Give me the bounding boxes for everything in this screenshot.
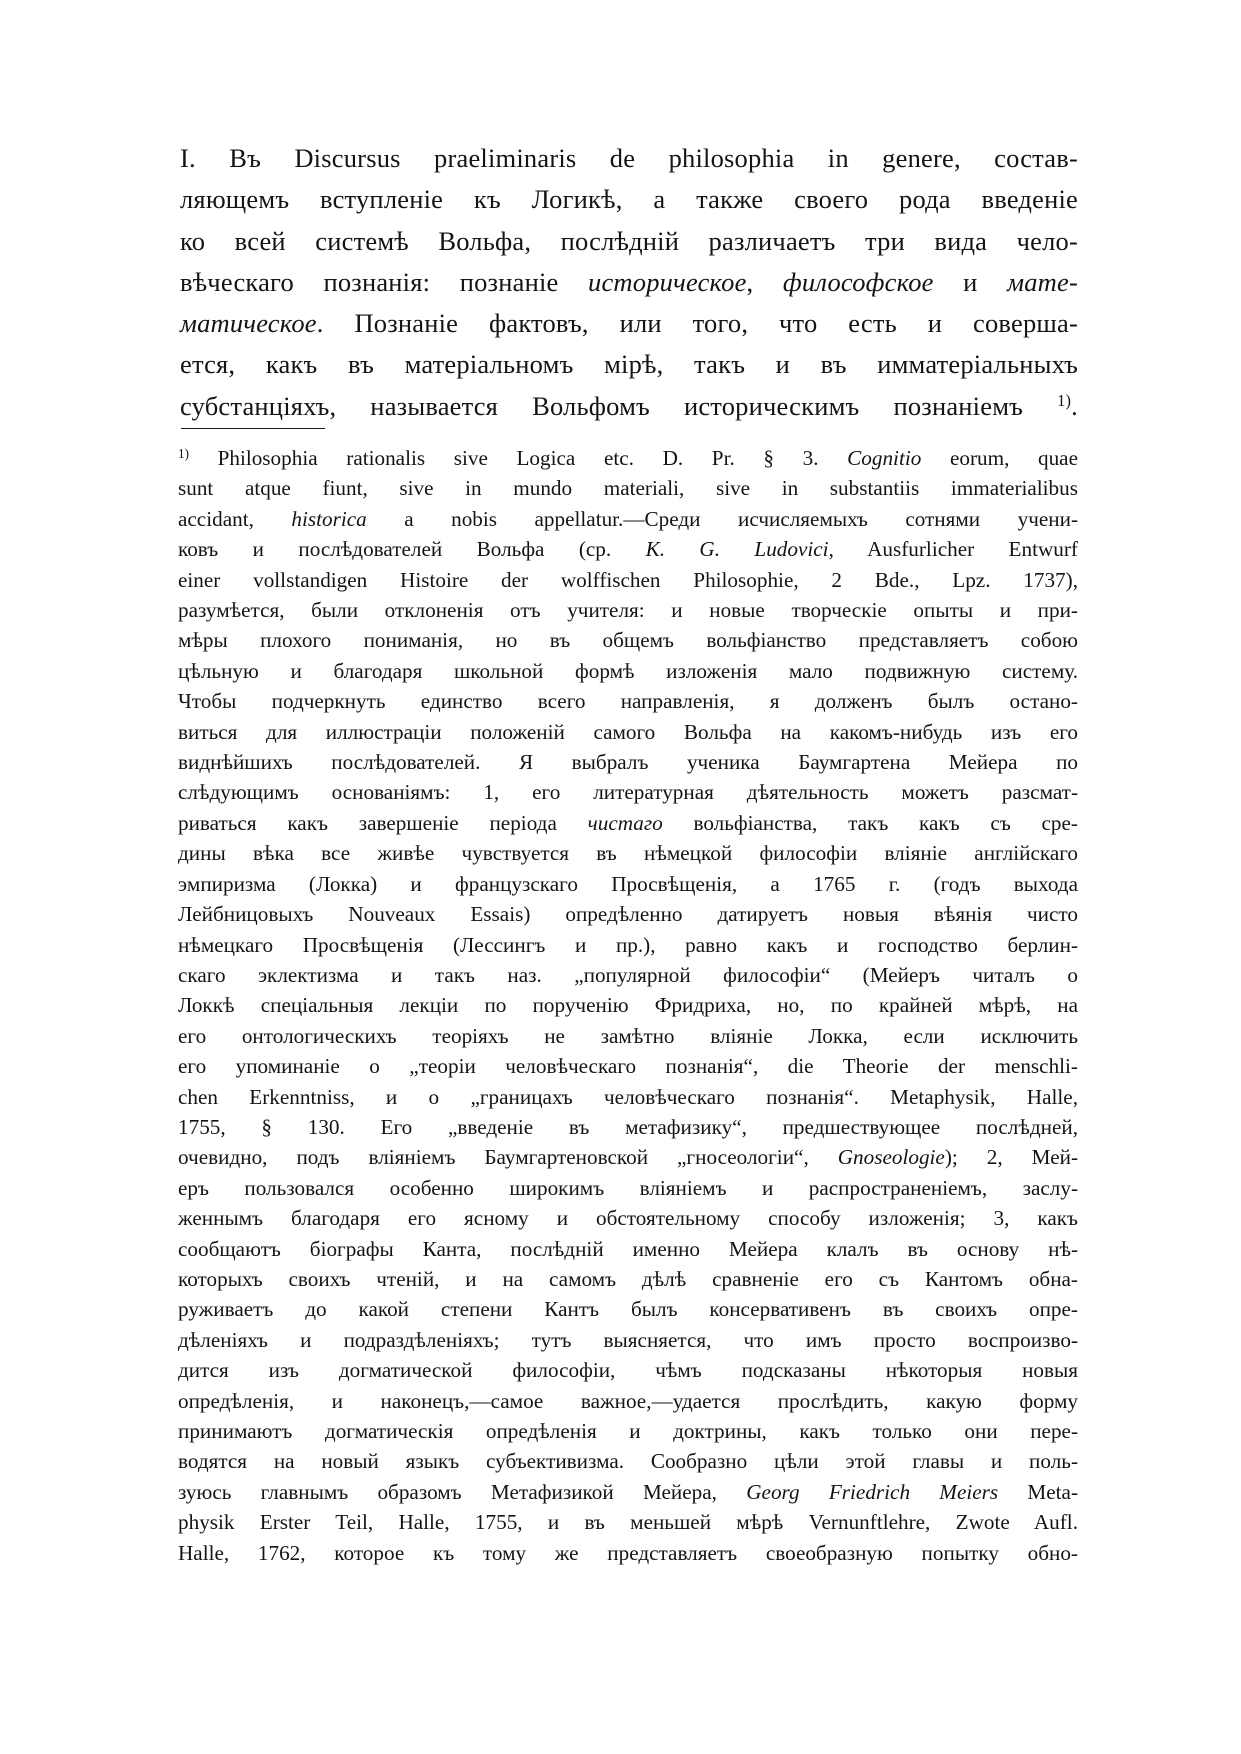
footnote-line: Локкѣ спеціальныя лекціи по порученію Фридриха, но, по крайней мѣрѣ, на: [178, 993, 1078, 1018]
footnote-line: его упоминаніе о „теоріи человѣческаго познанія“, die Theorie der menschli-: [178, 1054, 1078, 1079]
footnote-line: chen Erkenntniss, и о „границахъ человѣческаго познанія“. Metaphysik, Halle,: [178, 1084, 1078, 1109]
footnote-line: слѣдующимъ основаніямъ: 1, его литературная дѣятельность можетъ разсмат-: [178, 780, 1078, 805]
footnote: [178, 443, 1078, 1568]
footnote-line: accidant, historica a nobis appellatur.—Среди исчисляемыхъ сотнями учени-: [178, 506, 1079, 531]
emphasis: K. G. Ludovici: [645, 537, 829, 562]
main-paragraph: [180, 138, 1078, 427]
main-line: ляющемъ вступленіе къ Логикѣ, а также своего рода введеніе: [180, 184, 1078, 215]
emphasis: чистаго: [587, 810, 663, 835]
main-line: ется, какъ въ матеріальномъ мірѣ, такъ и въ имматеріальныхъ: [180, 349, 1078, 380]
footnote-line: его онтологическихъ теоріяхъ не замѣтно вліяніе Локка, если исключить: [178, 1023, 1078, 1048]
footnote-line: дится изъ догматической философіи, чѣмъ подсказаны нѣкоторыя новыя: [178, 1358, 1078, 1383]
emphasis: матическое: [180, 308, 317, 339]
main-line: матическое. Познаніе фактовъ, или того, что есть и соверша-: [180, 308, 1078, 339]
footnote-line: ковъ и послѣдователей Вольфа (ср. K. G. Ludovici, Ausfurlicher Entwurf: [178, 537, 1078, 562]
emphasis: Georg Friedrich Meiers: [746, 1479, 999, 1504]
footnote-line: Halle, 1762, которое къ тому же представляетъ своеобразную попытку обно-: [178, 1540, 1078, 1565]
footnote-line: руживаетъ до какой степени Кантъ былъ консервативенъ въ своихъ опре-: [178, 1297, 1078, 1322]
footnote-separator: [181, 428, 325, 429]
footnote-line: очевидно, подъ вліяніемъ Баумгартеновской „гносеологіи“, Gnoseologie); 2, Мей-: [178, 1145, 1078, 1170]
footnote-line: дѣленіяхъ и подраздѣленіяхъ; тутъ выясняется, что имъ просто воспроизво-: [178, 1327, 1078, 1352]
footnote-reference: 1): [1057, 390, 1072, 410]
emphasis: мате-: [1007, 266, 1078, 297]
footnote-line: 1755, § 130. Его „введеніе въ метафизику“, предшествующее послѣдней,: [178, 1114, 1078, 1139]
footnote-line: physik Erster Teil, Halle, 1755, и въ меньшей мѣрѣ Vernunftlehre, Zwote Aufl.: [178, 1510, 1078, 1535]
footnote-line: опредѣленія, и наконецъ,—самое важное,—удается прослѣдить, какую форму: [178, 1388, 1078, 1413]
emphasis: historica: [291, 506, 367, 531]
footnote-marker: 1): [178, 445, 189, 461]
footnote-line: сообщаютъ біографы Канта, послѣдній именно Мейера клалъ въ основу нѣ-: [178, 1236, 1078, 1261]
footnote-line: sunt atque fiunt, sive in mundo materiali, sive in substantiis immaterialibus: [178, 476, 1078, 501]
footnote-line: Чтобы подчеркнуть единство всего направленія, я долженъ былъ остано-: [178, 689, 1078, 714]
emphasis: Gnoseologie: [837, 1145, 945, 1170]
emphasis: историческое: [588, 266, 747, 297]
footnote-line: $^{1)}$ Philosophia rationalis sive Logica etc. D. Pr. § 3. Cognitio eorum, quae: [178, 445, 1078, 470]
footnote-line: еръ пользовался особенно широкимъ вліяніемъ и распространеніемъ, заслу-: [178, 1175, 1078, 1200]
footnote-line: цѣльную и благодаря школьной формѣ изложенія мало подвижную систему.: [178, 658, 1078, 683]
footnote-line: виться для иллюстраціи положеній самого Вольфа на какомъ-нибудь изъ его: [178, 719, 1078, 744]
footnote-line: дины вѣка все живѣе чувствуется въ нѣмецкой философіи вліяніе англійскаго: [178, 841, 1078, 866]
main-line: ко всей системѣ Вольфа, послѣдній различаетъ три вида чело-: [180, 225, 1078, 256]
main-line: вѣческаго познанія: познаніе историческое, философское и мате-: [180, 266, 1078, 297]
footnote-line: Лейбницовыхъ Nouveaux Essais) опредѣленно датируетъ новыя вѣянія чисто: [178, 902, 1078, 927]
footnote-line: зуюсь главнымъ образомъ Метафизикой Мейера, Georg Friedrich Meiers Meta-: [178, 1479, 1079, 1504]
footnote-line: риваться какъ завершеніе періода чистаго вольфіанства, такъ какъ съ сре-: [178, 810, 1078, 835]
footnote-line: женнымъ благодаря его ясному и обстоятельному способу изложенія; 3, какъ: [178, 1206, 1078, 1231]
footnote-line: нѣмецкаго Просвѣщенія (Лессингъ и пр.), равно какъ и господство берлин-: [178, 932, 1078, 957]
footnote-line: принимаютъ догматическія опредѣленія и доктрины, какъ только они пере-: [178, 1419, 1078, 1443]
footnote-line: эмпиризма (Локка) и французскаго Просвѣщенія, а 1765 г. (годъ выхода: [178, 871, 1078, 896]
footnote-line: водятся на новый языкъ субъективизма. Сообразно цѣли этой главы и поль-: [178, 1449, 1078, 1474]
main-line: I. Въ Discursus praeliminaris de philosophia in genere, состав-: [180, 143, 1078, 173]
emphasis: философское: [782, 266, 934, 297]
footnote-line: виднѣйшихъ послѣдователей. Я выбралъ ученика Баумгартена Мейера по: [178, 750, 1078, 775]
main-line: субстанціяхъ, называется Вольфомъ историческимъ познаніемъ $^{1)}$.: [180, 390, 1078, 421]
footnote-line: скаго эклектизма и такъ наз. „популярной философіи“ (Мейеръ читалъ о: [178, 962, 1078, 987]
footnote-line: мѣры плохого пониманія, но въ общемъ вольфіанство представляетъ собою: [178, 628, 1078, 653]
footnote-line: einer vollstandigen Histoire der wolffischen Philosophie, 2 Bde., Lpz. 1737),: [178, 567, 1078, 592]
footnote-line: разумѣется, были отклоненія отъ учителя: и новые творческіе опыты и при-: [178, 598, 1078, 623]
emphasis: Cognitio: [847, 446, 922, 470]
footnote-line: которыхъ своихъ чтеній, и на самомъ дѣлѣ сравненіе его съ Кантомъ обна-: [178, 1266, 1078, 1291]
